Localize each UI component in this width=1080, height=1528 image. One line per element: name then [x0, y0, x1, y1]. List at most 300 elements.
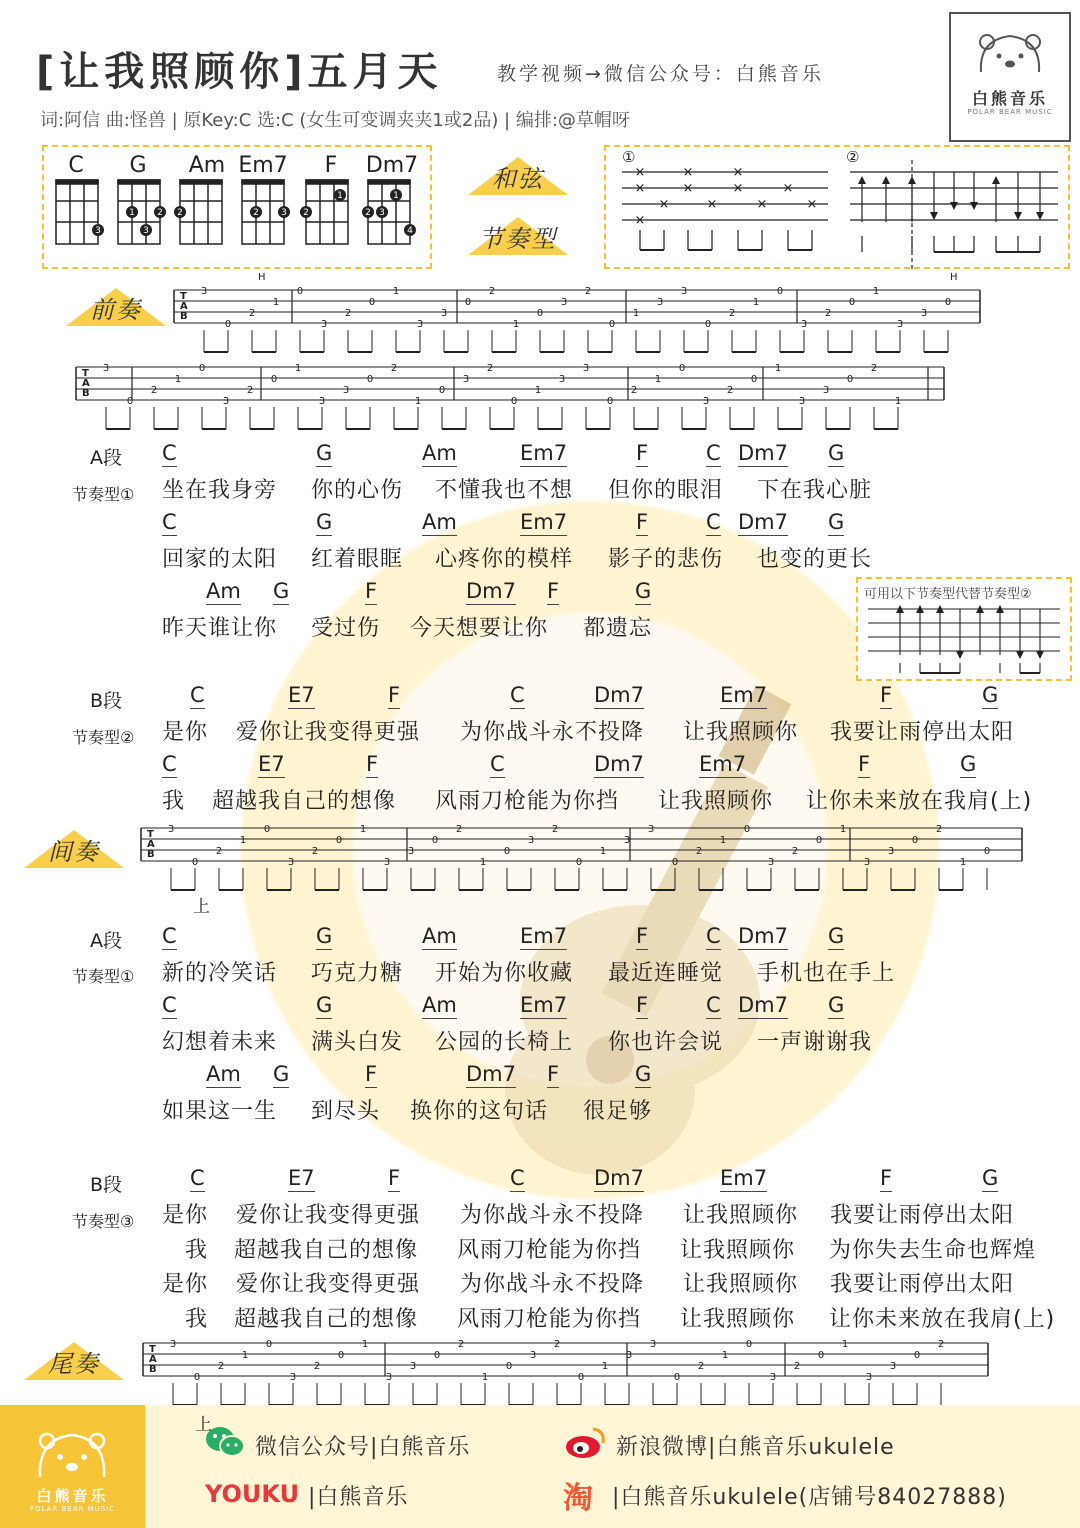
tab-fret-digit: 3	[865, 1372, 873, 1383]
chord-name-em7: Em7	[238, 153, 288, 178]
chord-label: Dm7	[738, 510, 788, 534]
tab-fret-digit: 1	[534, 385, 542, 396]
chord-label: G	[273, 1062, 290, 1086]
footer-logo	[0, 1405, 145, 1528]
chord-label: C	[490, 752, 505, 776]
tab-fret-digit: 2	[728, 308, 736, 319]
chord-label: G	[316, 993, 333, 1017]
chord-label: F	[366, 752, 379, 776]
tab-fret-digit: 3	[887, 846, 895, 857]
tab-fret-digit: 3	[409, 1361, 417, 1372]
tab-fret-digit: 0	[431, 835, 439, 846]
tab-fret-digit: 0	[263, 824, 271, 835]
svg-text:×: ×	[756, 197, 768, 212]
tab-fret-digit: 0	[817, 1350, 825, 1361]
svg-text:×: ×	[634, 181, 646, 196]
tab-fret-digit: 1	[239, 835, 247, 846]
chord-label: G	[635, 579, 652, 603]
tab-fret-digit: 0	[270, 374, 278, 385]
tab-fret-digit: 1	[721, 1350, 729, 1361]
tab-fret-digit: 0	[608, 319, 616, 330]
tab-fret-digit: 3	[529, 1350, 537, 1361]
tab-fret-digit: 2	[584, 286, 592, 297]
tab-fret-digit: 0	[198, 363, 206, 374]
lyric-phrase: 让你未来放在我肩(上)	[829, 1306, 1056, 1332]
tab-fret-digit: 3	[318, 396, 326, 407]
tab-fret-digit: 3	[560, 297, 568, 308]
tab-fret-digit: 0	[673, 1372, 681, 1383]
lyric-phrase: 新的冷笑话	[162, 961, 278, 986]
chord-label: G	[828, 510, 845, 534]
lyric-phrase: 影子的悲伤	[608, 547, 724, 572]
lyric-phrase: 昨天谁让你	[162, 616, 278, 641]
footer-youku-text: |白熊音乐	[308, 1485, 409, 1510]
page-subtitle: 教学视频→微信公众号：白熊音乐	[497, 63, 824, 85]
song-credits: 词:阿信 曲:怪兽 | 原Key:C 选:C (女生可变调夹夹1或2品) | 编排:@草帽呀	[40, 110, 630, 131]
tab-fret-digit: 0	[536, 308, 544, 319]
chord-label: Dm7	[594, 752, 644, 776]
chord-label: E7	[288, 1166, 315, 1190]
tab-fret-digit: 0	[438, 385, 446, 396]
tab-fret-digit: 2	[248, 308, 256, 319]
tab-fret-digit: 0	[126, 396, 134, 407]
tab-fret-digit: 0	[433, 1350, 441, 1361]
tab-letter: B	[147, 849, 155, 860]
tab-fret-digit: 0	[224, 319, 232, 330]
chord-label: F	[858, 752, 871, 776]
tab-fret-digit: 0	[743, 824, 751, 835]
lyric-phrase: 满头白发	[311, 1030, 404, 1055]
tab-letter: A	[147, 839, 155, 850]
chord-label: Dm7	[594, 1166, 644, 1190]
svg-text:×: ×	[706, 197, 718, 212]
lyric-phrase: 让我照顾你	[683, 1272, 799, 1297]
lyric-phrase: 你的心伤	[311, 478, 404, 503]
tab-fret-digit: 1	[359, 824, 367, 835]
chord-label: F	[388, 1166, 401, 1190]
badge-interlude: 间奏	[24, 828, 124, 868]
tab-fret-digit: 1	[774, 363, 782, 374]
lyric-phrase: 我要让雨停出太阳	[830, 720, 1015, 745]
lyric-phrase: 今天想要让你	[410, 616, 549, 641]
tab-fret-digit: 2	[551, 824, 559, 835]
lyric-phrase: 风雨刀枪能为你挡	[435, 789, 620, 814]
tab-fret-digit: 2	[697, 1361, 705, 1372]
chord-label: G	[828, 993, 845, 1017]
tab-fret-digit: 3	[440, 308, 448, 319]
chord-label: Dm7	[466, 1062, 516, 1086]
tab-fret-digit: 0	[193, 1372, 201, 1383]
lyric-phrase: 让你未来放在我肩(上)	[806, 789, 1033, 814]
tab-fret-digit: 1	[719, 835, 727, 846]
chord-label: C	[510, 1166, 525, 1190]
chord-label: Em7	[520, 993, 568, 1017]
tab-fret-digit: 3	[416, 319, 424, 330]
tab-fret-digit: 3	[623, 835, 631, 846]
chord-label: C	[162, 993, 177, 1017]
tab-fret-digit: 3	[680, 286, 688, 297]
tab-fret-digit: 2	[793, 1361, 801, 1372]
svg-text:×: ×	[682, 165, 694, 180]
chord-label: Dm7	[738, 924, 788, 948]
chord-label: C	[162, 752, 177, 776]
footer-taobao-text: |白熊音乐ukulele(店铺号84027888)	[612, 1485, 1007, 1510]
lyric-phrase: 下在我心脏	[757, 478, 873, 503]
lyric-phrase: 到尽头	[311, 1099, 381, 1124]
svg-text:3: 3	[379, 208, 385, 218]
svg-text:4: 4	[407, 226, 413, 236]
tab-fret-digit: 0	[575, 857, 583, 868]
chord-label: Am	[206, 579, 241, 603]
tab-letter: B	[180, 311, 188, 322]
tab-fret-digit: 3	[527, 835, 535, 846]
tab-fret-digit: 0	[750, 374, 758, 385]
tab-fret-digit: 1	[272, 297, 280, 308]
tab-fret-digit: 3	[200, 286, 208, 297]
lyric-phrase: 很足够	[583, 1099, 653, 1124]
tab-fret-digit: 2	[344, 308, 352, 319]
chord-label: E7	[288, 683, 315, 707]
chord-label: G	[982, 1166, 999, 1190]
lyric-phrase: 让我照顾你	[683, 1203, 799, 1228]
alt-rhythm-note	[856, 577, 1072, 681]
tab-fret-digit: 2	[246, 385, 254, 396]
tab-fret-digit: 1	[392, 286, 400, 297]
tab-fret-digit: 0	[678, 363, 686, 374]
chord-label: Em7	[699, 752, 747, 776]
tab-fret-digit: 3	[822, 385, 830, 396]
tab-fret-digit: 3	[320, 319, 328, 330]
badge-rhythm: 节奏型	[468, 215, 568, 255]
chord-label: G	[982, 683, 999, 707]
svg-text:1: 1	[393, 191, 399, 201]
tab-fret-digit: 1	[361, 1339, 369, 1350]
chord-label: G	[960, 752, 977, 776]
chord-label: Dm7	[738, 441, 788, 465]
chord-label: C	[162, 441, 177, 465]
alt-rhythm-diagram	[864, 599, 1064, 679]
chord-label: C	[706, 441, 721, 465]
tab-fret-digit: 0	[911, 835, 919, 846]
chord-label: C	[510, 683, 525, 707]
tab-fret-digit: 0	[191, 857, 199, 868]
tab-fret-digit: 2	[311, 846, 319, 857]
alt-rhythm-caption: 可用以下节奏型代替节奏型②	[864, 587, 1032, 602]
lyric-phrase: 回家的太阳	[162, 547, 278, 572]
lyric-phrase: 我	[162, 789, 186, 814]
lyric-phrase: 不懂我也不想	[435, 478, 574, 503]
chord-label: Am	[422, 510, 457, 534]
lyric-phrase: 心疼你的模样	[435, 547, 574, 572]
tab-fret-digit: 1	[959, 857, 967, 868]
lyric-phrase: 为你失去生命也辉煌	[829, 1237, 1037, 1263]
lyric-phrase: 如果这一生	[162, 1099, 278, 1124]
lyric-phrase: 幻想着未来	[162, 1030, 278, 1055]
tab-fret-digit: 1	[632, 308, 640, 319]
tab-fret-digit: 3	[462, 374, 470, 385]
tab-fret-digit: 1	[599, 846, 607, 857]
chord-label: F	[547, 579, 560, 603]
tab-fret-digit: 3	[798, 396, 806, 407]
chord-label: F	[365, 1062, 378, 1086]
lyric-phrase: 爱你让我变得更强	[236, 720, 421, 745]
tab-fret-digit: 1	[174, 374, 182, 385]
tab-fret-digit: 3	[896, 319, 904, 330]
tab-letter: T	[180, 291, 187, 302]
chord-label: F	[636, 441, 649, 465]
tab-fret-digit: 0	[846, 374, 854, 385]
lyric-phrase: 让我照顾你	[683, 720, 799, 745]
lyric-phrase: 风雨刀枪能为你挡	[457, 1237, 642, 1263]
chord-label: Em7	[520, 510, 568, 534]
tab-fret-digit: 2	[217, 1361, 225, 1372]
svg-text:1: 1	[337, 191, 343, 201]
lyric-phrase: 为你战斗永不投降	[460, 1203, 645, 1228]
lyric-phrase: 是你	[162, 1203, 209, 1228]
tab-fret-digit: 1	[752, 297, 760, 308]
tab-fret-digit: 1	[872, 286, 880, 297]
lyric-phrase: 让我照顾你	[680, 1237, 796, 1263]
weibo-icon	[565, 1425, 607, 1459]
tab-fret-digit: 3	[383, 857, 391, 868]
youku-icon: YOUKU	[205, 1480, 300, 1508]
taobao-icon: 淘	[563, 1481, 593, 1516]
tab-letter: A	[180, 301, 188, 312]
lyric-phrase: 手机也在手上	[757, 961, 896, 986]
tab-fret-digit: 2	[937, 1339, 945, 1350]
lyric-phrase: 你也许会说	[608, 1030, 724, 1055]
badge-outro: 尾奏	[24, 1340, 124, 1380]
chord-label: F	[880, 683, 893, 707]
chord-label: Am	[422, 441, 457, 465]
chord-label: G	[828, 924, 845, 948]
svg-text:2: 2	[253, 208, 259, 218]
lyric-phrase: 受过伤	[311, 616, 381, 641]
tab-fret-digit: 0	[913, 1350, 921, 1361]
tab-fret-digit: 1	[481, 1372, 489, 1383]
tab-fret-digit: 0	[577, 1372, 585, 1383]
lyric-phrase: 超越我自己的想像	[234, 1306, 419, 1332]
tab-fret-digit: 0	[296, 286, 304, 297]
tab-letter: B	[149, 1364, 157, 1375]
footer-logo-subtitle: POLAR BEAR MUSIC	[29, 1505, 116, 1513]
chord-label: G	[273, 579, 290, 603]
chord-label: Am	[422, 924, 457, 948]
tab-fret-digit: 2	[488, 286, 496, 297]
tab-fret-digit: 1	[841, 1339, 849, 1350]
intro-hammer-mark-2: H	[950, 272, 958, 283]
lyric-phrase: 开始为你收藏	[435, 961, 574, 986]
tab-letter: B	[82, 388, 90, 399]
tab-letter: T	[147, 829, 154, 840]
section-b2-label: B段	[90, 1174, 123, 1196]
tab-fret-digit: 3	[582, 363, 590, 374]
chord-label: G	[316, 924, 333, 948]
footer-weibo-text: 新浪微博|白熊音乐ukulele	[616, 1435, 895, 1460]
tab-fret-digit: 0	[503, 846, 511, 857]
tab-fret-digit: 3	[647, 824, 655, 835]
chord-label: E7	[258, 752, 285, 776]
lyric-phrase: 但你的眼泪	[608, 478, 724, 503]
tab-fret-digit: 2	[870, 363, 878, 374]
tab-fret-digit: 2	[215, 846, 223, 857]
svg-text:2: 2	[365, 208, 371, 218]
chord-label: Em7	[520, 924, 568, 948]
tab-fret-digit: 2	[150, 385, 158, 396]
footer-wechat-text: 微信公众号|白熊音乐	[255, 1435, 471, 1460]
lyric-phrase: 爱你让我变得更强	[236, 1203, 421, 1228]
chord-label: C	[706, 924, 721, 948]
footer-bear-icon	[0, 1405, 145, 1485]
chord-name-am: Am	[188, 153, 226, 178]
chord-label: C	[706, 510, 721, 534]
lyric-phrase: 为你战斗永不投降	[460, 1272, 645, 1297]
lyric-phrase: 是你	[162, 720, 209, 745]
section-b2-rhythm: 节奏型③	[72, 1212, 135, 1231]
svg-text:3: 3	[143, 226, 149, 236]
chord-label: F	[636, 924, 649, 948]
lyric-phrase: 最近连睡觉	[608, 961, 724, 986]
lyric-phrase: 让我照顾你	[658, 789, 774, 814]
lyric-phrase: 也变的更长	[757, 547, 873, 572]
rhythm-pattern-1-label: ①	[622, 148, 636, 166]
tab-fret-digit: 2	[824, 308, 832, 319]
logo-subtitle: POLAR BEAR MUSIC	[967, 108, 1053, 116]
tab-letter: T	[149, 1344, 156, 1355]
tab-fret-digit: 3	[767, 857, 775, 868]
chord-label: Dm7	[466, 579, 516, 603]
tab-letter: A	[149, 1354, 157, 1365]
tab-fret-digit: 3	[102, 363, 110, 374]
tab-fret-digit: 2	[695, 846, 703, 857]
section-b1-rhythm: 节奏型②	[72, 728, 135, 747]
section-a1-rhythm: 节奏型①	[72, 485, 135, 504]
lyric-phrase: 超越我自己的想像	[212, 789, 397, 814]
chord-label: Am	[206, 1062, 241, 1086]
logo-name: 白熊音乐	[971, 89, 1048, 108]
tab-fret-digit: 3	[649, 1339, 657, 1350]
lyric-phrase: 公园的长椅上	[435, 1030, 574, 1055]
tab-fret-digit: 0	[745, 1339, 753, 1350]
tab-fret-digit: 1	[414, 396, 422, 407]
tab-fret-digit: 2	[486, 363, 494, 374]
tab-fret-digit: 1	[241, 1350, 249, 1361]
svg-text:×: ×	[658, 197, 670, 212]
lyric-phrase: 坐在我身旁	[162, 478, 278, 503]
tab-fret-digit: 3	[863, 857, 871, 868]
chord-name-f: F	[324, 153, 338, 178]
tab-fret-digit: 2	[313, 1361, 321, 1372]
chord-name-dm7: Dm7	[365, 153, 419, 178]
svg-text:×: ×	[806, 197, 818, 212]
tab-fret-digit: 2	[455, 824, 463, 835]
tab-fret-digit: 2	[791, 846, 799, 857]
intro-hammer-mark-1: H	[258, 272, 266, 283]
lyric-phrase: 换你的这句话	[410, 1099, 549, 1124]
badge-chords: 和弦	[468, 155, 568, 195]
page-title: [让我照顾你]五月天	[36, 49, 443, 95]
svg-text:×: ×	[732, 165, 744, 180]
tab-fret-digit: 0	[704, 319, 712, 330]
chord-label: F	[636, 993, 649, 1017]
chord-label: Dm7	[594, 683, 644, 707]
chord-label: C	[190, 1166, 205, 1190]
tab-fret-digit: 0	[776, 286, 784, 297]
tab-fret-digit: 3	[222, 396, 230, 407]
tab-fret-digit: 0	[848, 297, 856, 308]
tab-fret-digit: 0	[505, 1361, 513, 1372]
tab-fret-digit: 3	[385, 1372, 393, 1383]
badge-intro: 前奏	[66, 286, 166, 326]
chord-label: Dm7	[738, 993, 788, 1017]
chord-label: C	[162, 510, 177, 534]
lyric-phrase: 红着眼眶	[311, 547, 404, 572]
tab-fret-digit: 3	[287, 857, 295, 868]
tab-fret-digit: 2	[457, 1339, 465, 1350]
chord-label: G	[635, 1062, 652, 1086]
tab-fret-digit: 3	[169, 1339, 177, 1350]
rhythm-pattern-2-label: ②	[846, 148, 860, 166]
chord-label: F	[365, 579, 378, 603]
lyric-phrase: 是你	[162, 1272, 209, 1297]
tab-fret-digit: 3	[558, 374, 566, 385]
tab-fret-digit: 2	[726, 385, 734, 396]
chord-label: Am	[422, 993, 457, 1017]
tab-fret-digit: 3	[167, 824, 175, 835]
tab-fret-digit: 3	[625, 1350, 633, 1361]
tab-fret-digit: 0	[368, 297, 376, 308]
lyric-phrase: 一声谢谢我	[757, 1030, 873, 1055]
tab-fret-digit: 0	[335, 835, 343, 846]
tab-fret-digit: 1	[839, 824, 847, 835]
tab-fret-digit: 0	[606, 396, 614, 407]
lyric-phrase: 我	[185, 1237, 209, 1263]
chord-name-c: C	[68, 153, 84, 178]
svg-text:2: 2	[177, 208, 183, 218]
chord-label: Em7	[720, 1166, 768, 1190]
tab-fret-digit: 3	[342, 385, 350, 396]
tab-fret-digit: 0	[815, 835, 823, 846]
lyric-phrase: 爱你让我变得更强	[236, 1272, 421, 1297]
chord-label: Em7	[720, 683, 768, 707]
lyric-phrase: 我要让雨停出太阳	[830, 1203, 1015, 1228]
svg-text:2: 2	[157, 208, 163, 218]
svg-text:×: ×	[634, 165, 646, 180]
tab-fret-digit: 1	[294, 363, 302, 374]
tab-fret-digit: 0	[671, 857, 679, 868]
chord-label: F	[388, 683, 401, 707]
lyric-phrase: 让我照顾你	[680, 1306, 796, 1332]
chord-name-g: G	[129, 153, 147, 178]
tab-fret-digit: 1	[894, 396, 902, 407]
chord-label: F	[880, 1166, 893, 1190]
chord-label: G	[316, 510, 333, 534]
lyric-phrase: 我	[185, 1306, 209, 1332]
section-a2-rhythm: 节奏型①	[72, 967, 135, 986]
tab-fret-digit: 3	[889, 1361, 897, 1372]
outro-up-mark: 上	[195, 1415, 212, 1435]
chord-label: F	[636, 510, 649, 534]
svg-text:×: ×	[634, 213, 646, 228]
chord-label: F	[547, 1062, 560, 1086]
tab-fret-digit: 1	[512, 319, 520, 330]
svg-text:×: ×	[732, 181, 744, 196]
tab-fret-digit: 3	[800, 319, 808, 330]
svg-text:3: 3	[95, 226, 101, 236]
tab-fret-digit: 3	[920, 308, 928, 319]
lyric-phrase: 为你战斗永不投降	[460, 720, 645, 745]
section-b1-label: B段	[90, 690, 123, 712]
